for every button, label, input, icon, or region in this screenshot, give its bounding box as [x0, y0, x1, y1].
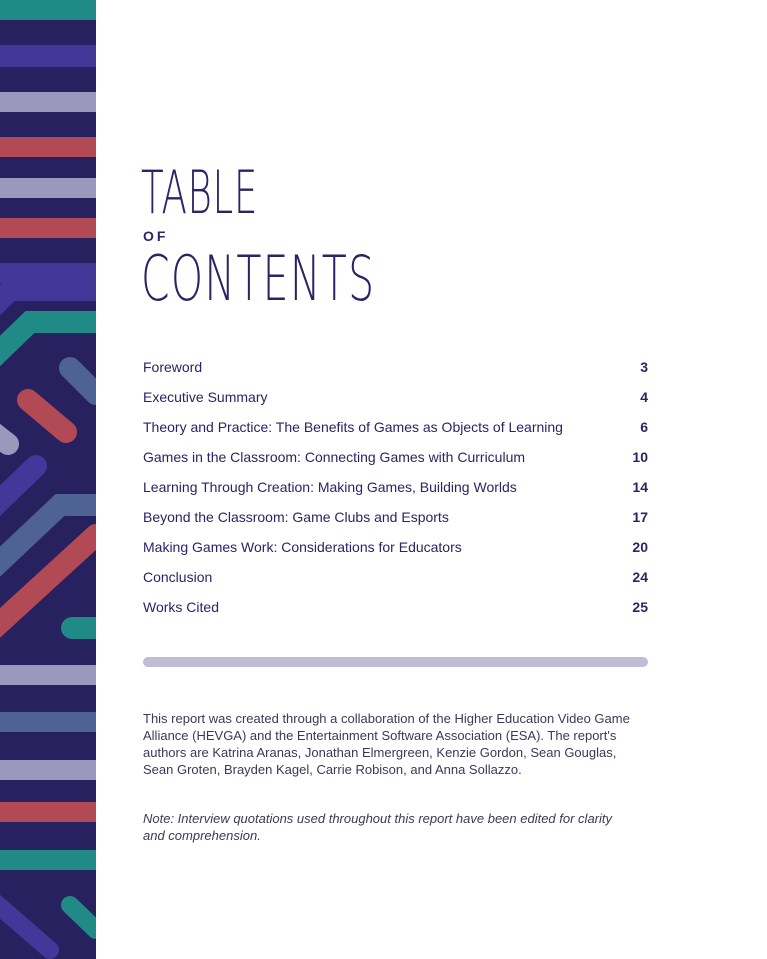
toc-page-number: 6: [640, 419, 648, 435]
toc-label: Foreword: [143, 359, 203, 375]
section-divider: [143, 657, 648, 667]
toc-entry-games-in-the-classroom[interactable]: [143, 442, 648, 472]
decorative-sidebar: [0, 0, 96, 959]
toc-page-number: 20: [632, 539, 648, 555]
toc-entry-conclusion[interactable]: [143, 562, 648, 592]
toc-page-number: 10: [632, 449, 648, 465]
toc-label: Beyond the Classroom: Game Clubs and Esports: [143, 509, 449, 525]
toc-entry-executive-summary[interactable]: [143, 382, 648, 412]
toc-entry-making-games-work[interactable]: [143, 532, 648, 562]
toc-label: Conclusion: [143, 569, 213, 585]
toc-entry-foreword[interactable]: [143, 352, 648, 382]
stripe-pattern: [0, 0, 96, 959]
title-contents: CONTENTS: [141, 242, 376, 315]
toc-label: Executive Summary: [143, 389, 268, 405]
editorial-note: Note: Interview quotations used throughout this report have been edited for clarity and comprehension.: [143, 811, 613, 843]
title-of: OF: [143, 228, 169, 244]
credits-paragraph: This report was created through a collaboration of the Higher Education Video Game Alliance (HEVGA) and the Entertainment Software Association (ESA). The report's authors are Katrina Aranas, Jonathan Elmergreen, Kenzie Gordon, Sean Gouglas, Sean Groten, Brayden Kagel, Carrie Robison, and Anna Sollazzo.: [143, 711, 630, 777]
toc-entry-theory-and-practice[interactable]: [143, 412, 648, 442]
title-table: TABLE: [141, 158, 258, 228]
toc-page-number: 3: [640, 359, 648, 375]
toc-label: Making Games Work: Considerations for Educators: [143, 539, 462, 555]
toc-entry-works-cited[interactable]: [143, 592, 648, 622]
toc-page-number: 14: [632, 479, 648, 495]
toc-page-number: 24: [632, 569, 648, 585]
toc-label: Theory and Practice: The Benefits of Games as Objects of Learning: [143, 419, 563, 435]
toc-label: Works Cited: [143, 599, 219, 615]
toc-entry-learning-through-creation[interactable]: [143, 472, 648, 502]
toc-label: Games in the Classroom: Connecting Games with Curriculum: [143, 449, 526, 465]
toc-page-number: 4: [640, 389, 648, 405]
toc-page-number: 25: [632, 599, 648, 615]
toc-entry-beyond-the-classroom[interactable]: [143, 502, 648, 532]
toc-page-number: 17: [632, 509, 648, 525]
table-of-contents: [143, 352, 648, 622]
toc-label: Learning Through Creation: Making Games, Building Worlds: [143, 479, 517, 495]
